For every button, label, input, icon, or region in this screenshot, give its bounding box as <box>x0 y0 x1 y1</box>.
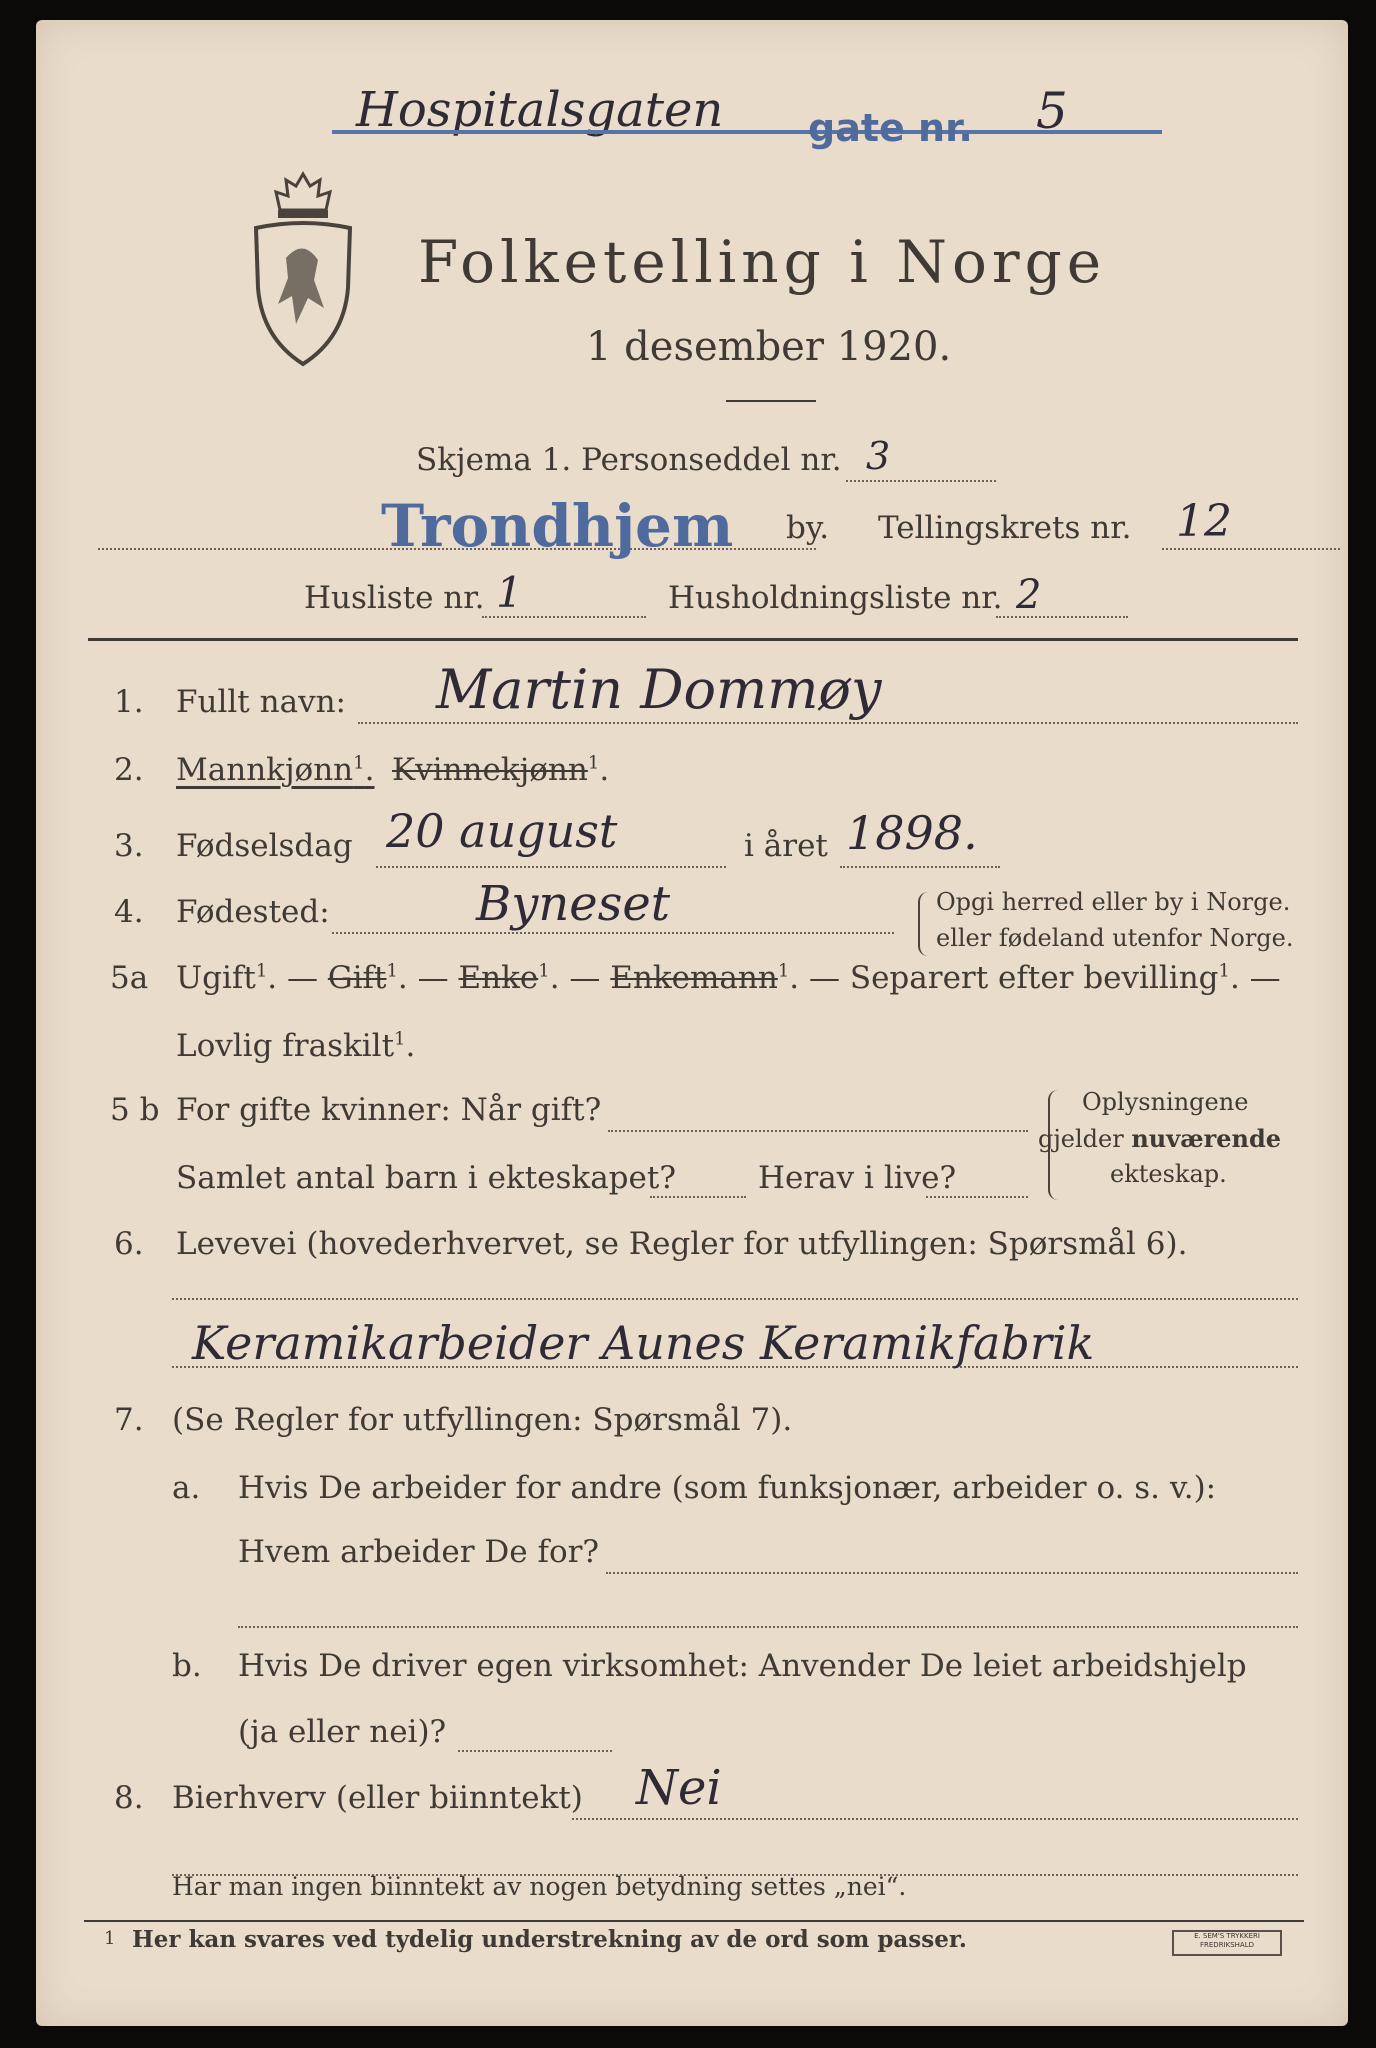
q5a-options <box>176 960 1281 996</box>
q3-year-label: i året <box>744 828 828 864</box>
q2-number: 2. <box>114 752 144 788</box>
footnote-text: Her kan svares ved tydelig understrekning av de ord som passer. <box>132 1926 967 1953</box>
q5a-dash3: . — <box>549 960 601 996</box>
husholdning-number: 2 <box>1016 572 1042 618</box>
q7b-label2: (ja eller nei)? <box>238 1714 447 1750</box>
by-label: by. <box>786 510 830 546</box>
q5b-children-label: Samlet antal barn i ekteskapet? <box>176 1160 676 1196</box>
city-stamp: Trondhjem <box>381 492 734 560</box>
q1-label: Fullt navn: <box>176 684 346 720</box>
q7-number: 7. <box>114 1402 144 1438</box>
q5a-ugift: Ugift <box>176 960 256 996</box>
q7a-label: Hvis De arbeider for andre (som funksjonær, arbeider o. s. v.): <box>238 1470 1217 1506</box>
q3-birth-day: 20 august <box>386 804 618 858</box>
q2-male-end: . <box>364 752 375 788</box>
header-divider <box>88 638 1298 641</box>
q5b-note-line2 <box>1038 1124 1281 1153</box>
q7-label: (Se Regler for utfyllingen: Spørsmål 7). <box>172 1402 793 1438</box>
q5a-separert: Separert efter bevilling <box>849 960 1219 996</box>
q7a-letter: a. <box>172 1470 201 1506</box>
q5a-fraskilt-text: Lovlig fraskilt <box>176 1028 395 1064</box>
q8-label: Bierhverv (eller biinntekt) <box>172 1780 583 1816</box>
footnote-number: 1 <box>104 1928 116 1949</box>
q5a-enkemann-sup: 1 <box>777 960 790 982</box>
q5a-dash4: . — <box>789 960 840 996</box>
q2-female-end: . <box>599 752 610 788</box>
q3-day-line <box>376 866 726 868</box>
q5b-note-line2-a: gjelder <box>1038 1125 1132 1153</box>
q4-number: 4. <box>114 894 144 930</box>
q5a-dash1: . — <box>267 960 318 996</box>
footnote-divider <box>84 1920 1304 1922</box>
q5b-number: 5 b <box>110 1092 160 1128</box>
q8-answer: Nei <box>636 1760 722 1816</box>
q5a-separert-sup: 1 <box>1218 960 1230 982</box>
q2-male-text: Mannkjønn <box>176 752 354 788</box>
q3-number: 3. <box>114 828 144 864</box>
q2-female-sup: 1 <box>587 752 600 774</box>
q6-number: 6. <box>114 1226 144 1262</box>
q4-line <box>332 932 894 934</box>
tellingskrets-label: Tellingskrets nr. <box>878 510 1132 546</box>
q5a-fraskilt <box>176 1028 415 1064</box>
q7b-line <box>458 1750 612 1752</box>
q5b-note-line2-b: nuværende <box>1131 1124 1282 1153</box>
q5b-alive-label: Herav i live? <box>758 1160 957 1196</box>
q7a-line1 <box>606 1572 1298 1574</box>
q5a-enkemann: Enkemann <box>610 960 778 996</box>
form-title: Folketelling i Norge <box>418 228 1107 296</box>
husliste-number: 1 <box>496 568 523 617</box>
q5a-gift-sup: 1 <box>386 960 398 982</box>
q4-label: Fødested: <box>176 894 330 930</box>
street-name-handwritten: Hospitalsgaten <box>356 82 724 138</box>
q5a-enke: Enke <box>458 960 539 996</box>
q4-birthplace: Byneset <box>476 876 671 932</box>
personseddel-number: 3 <box>866 434 891 478</box>
q3-label: Fødselsdag <box>176 828 353 864</box>
q2-male-sup: 1 <box>353 752 365 774</box>
printer-mark-text: E. SEM'S TRYKKERI FREDRIKSHALD <box>1194 1932 1260 1949</box>
q6-occupation: Keramikarbeider Aunes Keramikfabrik <box>192 1316 1095 1370</box>
q1-number: 1. <box>114 684 144 720</box>
census-date: 1 desember 1920. <box>586 324 952 370</box>
schema-label: Skjema 1. Personseddel nr. <box>416 442 842 478</box>
q5b-note-line1: Oplysningene <box>1082 1088 1249 1116</box>
q3-year-line <box>840 866 1000 868</box>
footer-note: Har man ingen biinntekt av nogen betydning settes „nei“. <box>172 1872 907 1901</box>
husholdning-label: Husholdningsliste nr. <box>668 580 1003 616</box>
q7b-letter: b. <box>172 1648 202 1684</box>
q6-label: Levevei (hovederhvervet, se Regler for utfyllingen: Spørsmål 6). <box>176 1226 1188 1262</box>
q5b-married-label: For gifte kvinner: Når gift? <box>176 1092 602 1128</box>
q1-full-name: Martin Dommøy <box>436 658 882 721</box>
q2-male <box>176 752 374 788</box>
q5a-fraskilt-sup: 1 <box>394 1028 406 1050</box>
q7b-label: Hvis De driver egen virksomhet: Anvender De leiet arbeidshjelp <box>238 1648 1247 1684</box>
q5a-ugift-sup: 1 <box>255 960 268 982</box>
q4-note-line2: eller fødeland utenfor Norge. <box>936 924 1294 952</box>
q7a-label2: Hvem arbeider De for? <box>238 1534 600 1570</box>
q5b-married-line <box>608 1130 1028 1132</box>
personseddel-line <box>846 480 996 482</box>
q5b-note-line3: ekteskap. <box>1110 1160 1227 1188</box>
q4-note-line1: Opgi herred eller by i Norge. <box>936 888 1291 916</box>
husliste-label: Husliste nr. <box>304 580 485 616</box>
q5a-gift: Gift <box>327 960 387 996</box>
q1-line <box>358 722 1298 724</box>
q5b-children-line <box>650 1196 746 1198</box>
q5a-fraskilt-end: . <box>405 1028 416 1064</box>
q3-birth-year: 1898. <box>846 806 978 860</box>
q5a-number: 5a <box>110 960 149 996</box>
q7a-line2 <box>238 1626 1298 1628</box>
gate-number: 5 <box>1036 82 1068 140</box>
coat-of-arms-icon <box>248 168 358 368</box>
q5a-dash2: . — <box>397 960 449 996</box>
gate-nr-label: gate nr. <box>808 106 973 150</box>
q2-female <box>392 752 609 788</box>
title-divider <box>726 400 816 402</box>
q5b-alive-line <box>926 1196 1028 1198</box>
q8-line <box>572 1818 1298 1820</box>
q8-number: 8. <box>114 1780 144 1816</box>
q5a-enke-sup: 1 <box>538 960 550 982</box>
tellingskrets-line <box>1162 548 1340 550</box>
q2-female-text: Kvinnekjønn <box>392 752 588 788</box>
tellingskrets-number: 12 <box>1176 496 1232 547</box>
q5a-dash5: . — <box>1229 960 1281 996</box>
census-form <box>36 20 1348 2026</box>
printer-mark <box>1172 1930 1282 1956</box>
q4-note-brace <box>918 892 930 956</box>
q6-line1 <box>172 1298 1298 1300</box>
